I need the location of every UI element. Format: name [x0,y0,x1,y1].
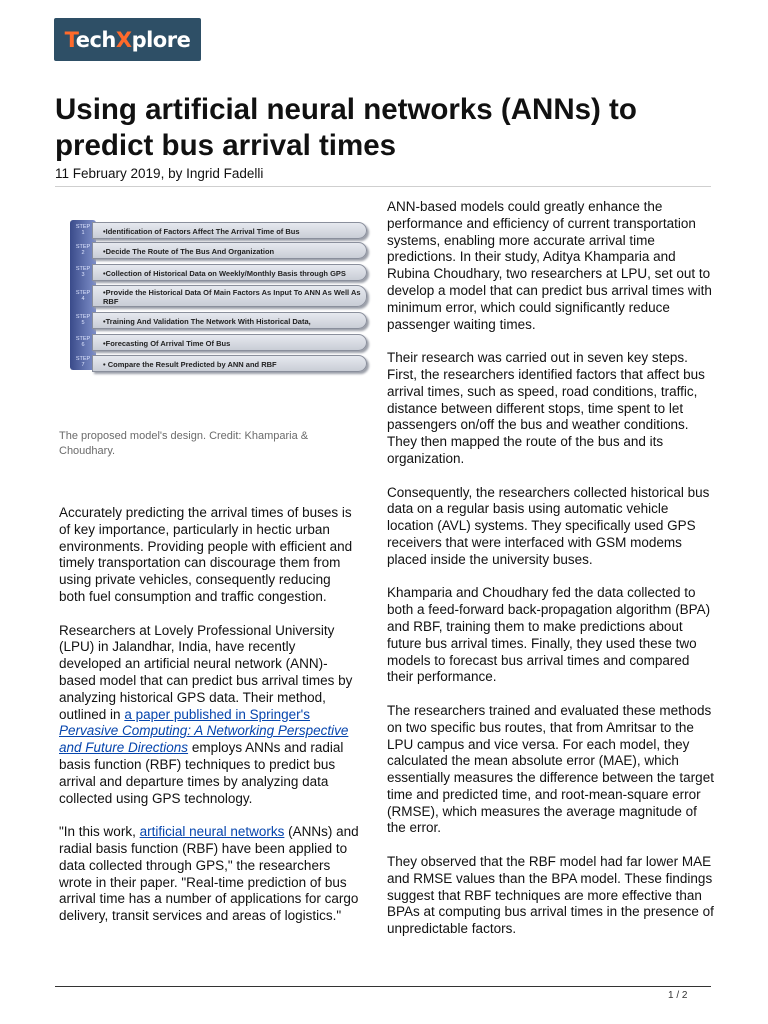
step-label-7: STEP 7 [75,356,91,368]
paper-link[interactable]: a paper published in Springer's Pervasive Computing: A Networking Perspective and Future Directions [59,706,349,756]
step-bar-4: •Provide the Historical Data Of Main Factors As Input To ANN As Well As RBF [92,285,367,307]
step-bar-5: •Training And Validation The Network With Historical Data, [92,312,367,329]
paragraph-findings: They observed that the RBF model had far lower MAE and RMSE values than the BPA model. These findings suggest that RBF techniques are more effective than BPAs at computing bus arrival times in the presence of unpredictable factors. [387,854,714,937]
paragraph-quote [59,824,359,925]
techxplore-logo[interactable] [54,18,201,61]
logo-ech: ech [75,27,116,52]
paragraph-routes: The researchers trained and evaluated these methods on two specific bus routes, that from Amritsar to the LPU campus and vice versa. For each model, they calculated the mean absolute error (MAE), which essentially measures the difference between the target time and predicted time, and root-mean-square error (RMSE), which measures the average magnitude of the error. [387,702,714,836]
logo-letter-t: T [64,27,76,52]
step-bar-1: •Identification of Factors Affect The Arrival Time of Bus [92,222,367,239]
step-bar-6: •Forecasting Of Arrival Time Of Bus [92,334,367,351]
logo-x: X [115,27,132,52]
step-label-5: STEP 5 [75,314,91,326]
step-label-4: STEP 4 [75,290,91,302]
article-title: Using artificial neural networks (ANNs) to predict bus arrival times [55,93,637,162]
step-label-3: STEP 3 [75,266,91,278]
ann-link[interactable]: artificial neural networks [139,824,285,840]
paragraph-seven-steps: Their research was carried out in seven key steps. First, the researchers identified factors that affect bus arrival times, such as speed, road conditions, traffic, distance between different stops, time spent to let passengers on/off the bus and weather conditions. They then mapped the route of the bus and its organization. [387,350,705,466]
p2-text-a: Researchers at Lovely Professional University (LPU) in Jalandhar, India, have recently developed an artificial neural network (ANN)-based model that can predict bus arrival times by analyzing historical GPS data. Their method, outlined in [59,622,353,722]
model-design-figure [70,218,370,388]
left-column [59,505,359,942]
step-bar-2: •Decide The Route of The Bus And Organization [92,242,367,259]
paragraph-bpa-rbf: Khamparia and Choudhary fed the data collected to both a feed-forward back-propagation algorithm (BPA) and RBF, training them to make predictions about future bus arrival times. Finally, they used these two models to forecast bus arrival times and compared their performance. [387,585,711,685]
article-byline: 11 February 2019, by Ingrid Fadelli [55,166,264,181]
right-column [387,199,717,955]
footer-divider [55,986,711,987]
step-label-2: STEP 2 [75,244,91,256]
figure-caption: The proposed model's design. Credit: Khamparia & Choudhary. [59,430,309,457]
p3-text-b: (ANNs) and radial basis function (RBF) have been applied to data collected through GPS," the researchers wrote in their paper. "Real-time prediction of bus arrival time has a number of applications for cargo delivery, transit services and areas of logistics." [59,824,359,924]
p3-text-a: "In this work, [59,824,140,840]
paragraph-avl: Consequently, the researchers collected historical bus data on a regular basis using automatic vehicle location (AVL) systems. They specifically used GPS receivers that were interfaced with GSM modems placed inside the university buses. [387,484,710,567]
paragraph-intro: Accurately predicting the arrival times of buses is of key importance, particularly in hectic urban environments. Providing people with efficient and timely transportation can discourage them from using private vehicles, consequently reducing both fuel consumption and traffic congestion. [59,505,353,604]
step-label-1: STEP 1 [75,224,91,236]
logo-plore: plore [131,27,191,52]
step-bar-7: • Compare the Result Predicted by ANN and RBF [92,355,367,372]
paragraph-researchers [59,623,359,808]
step-label-6: STEP 6 [75,336,91,348]
step-bar-3: •Collection of Historical Data on Weekly/Monthly Basis through GPS [92,264,367,281]
logo-text [65,28,191,52]
page-number: 1 / 2 [668,990,688,1001]
header-divider [55,186,711,187]
p2-text-b: employs ANNs and radial basis function (RBF) techniques to predict bus arrival and departure times by analyzing data collected using GPS technology. [59,740,344,806]
paragraph-ann-models: ANN-based models could greatly enhance the performance and efficiency of current transportation systems, enabling more accurate arrival time predictions. In their study, Aditya Khamparia and Rubina Choudhary, two researchers at LPU, set out to develop a model that can predict bus arrival times with minimum error, which could significantly reduce passenger waiting times. [387,199,712,332]
